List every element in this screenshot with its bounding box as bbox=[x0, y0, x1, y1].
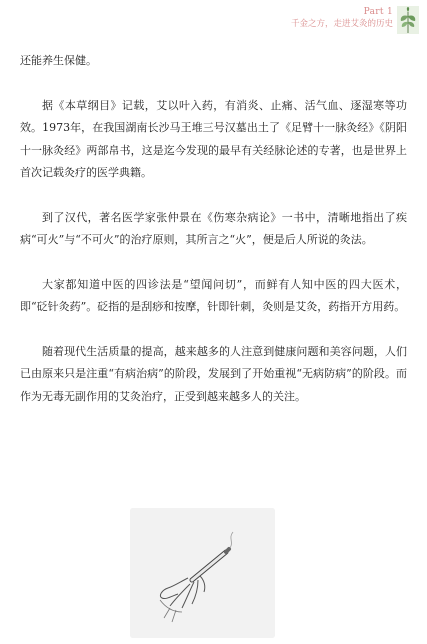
body-text bbox=[20, 50, 407, 408]
leaf-icon bbox=[397, 6, 419, 34]
paragraph: 还能养生保健。 bbox=[20, 54, 97, 67]
moxa-stick-hand-sketch bbox=[130, 508, 275, 638]
part-label: Part 1 bbox=[363, 7, 393, 17]
paragraph: 随着现代生活质量的提高，越来越多的人注意到健康问题和美容问题，人们已由原来只是注重“有病治病”的阶段，发展到了开始重视“无病防病”的阶段。而作为无毒无副作用的艾灸治疗，正受到越来越多人的关注。 bbox=[20, 344, 407, 403]
chapter-subtitle: 千金之方，走进艾灸的历史 bbox=[290, 19, 393, 29]
page-header bbox=[291, 6, 419, 42]
paragraph: 据《本草纲目》记载，艾以叶入药，有消炎、止痛、活气血、逐湿寒等功效。1973年，在我国湖南长沙马王堆三号汉墓出土了《足臂十一脉灸经》《阴阳十一脉灸经》两部帛书，这是迄今发现的最早有关经脉论述的专著，也是世界上首次记载灸疗的医学典籍。 bbox=[20, 98, 407, 179]
moxibustion-illustration bbox=[130, 508, 275, 638]
paragraph: 到了汉代，著名医学家张仲景在《伤寒杂病论》一书中，清晰地指出了疾病“可火”与“不可火”的治疗原则，其所言之“火”，便是后人所说的灸法。 bbox=[20, 210, 407, 246]
header-text bbox=[291, 6, 393, 30]
paragraph: 大家都知道中医的四诊法是“望闻问切”，而鲜有人知中医的四大医术，即“砭针灸药”。砭指的是刮痧和按摩，针即针刺，灸则是艾灸，药指开方用药。 bbox=[20, 277, 407, 313]
